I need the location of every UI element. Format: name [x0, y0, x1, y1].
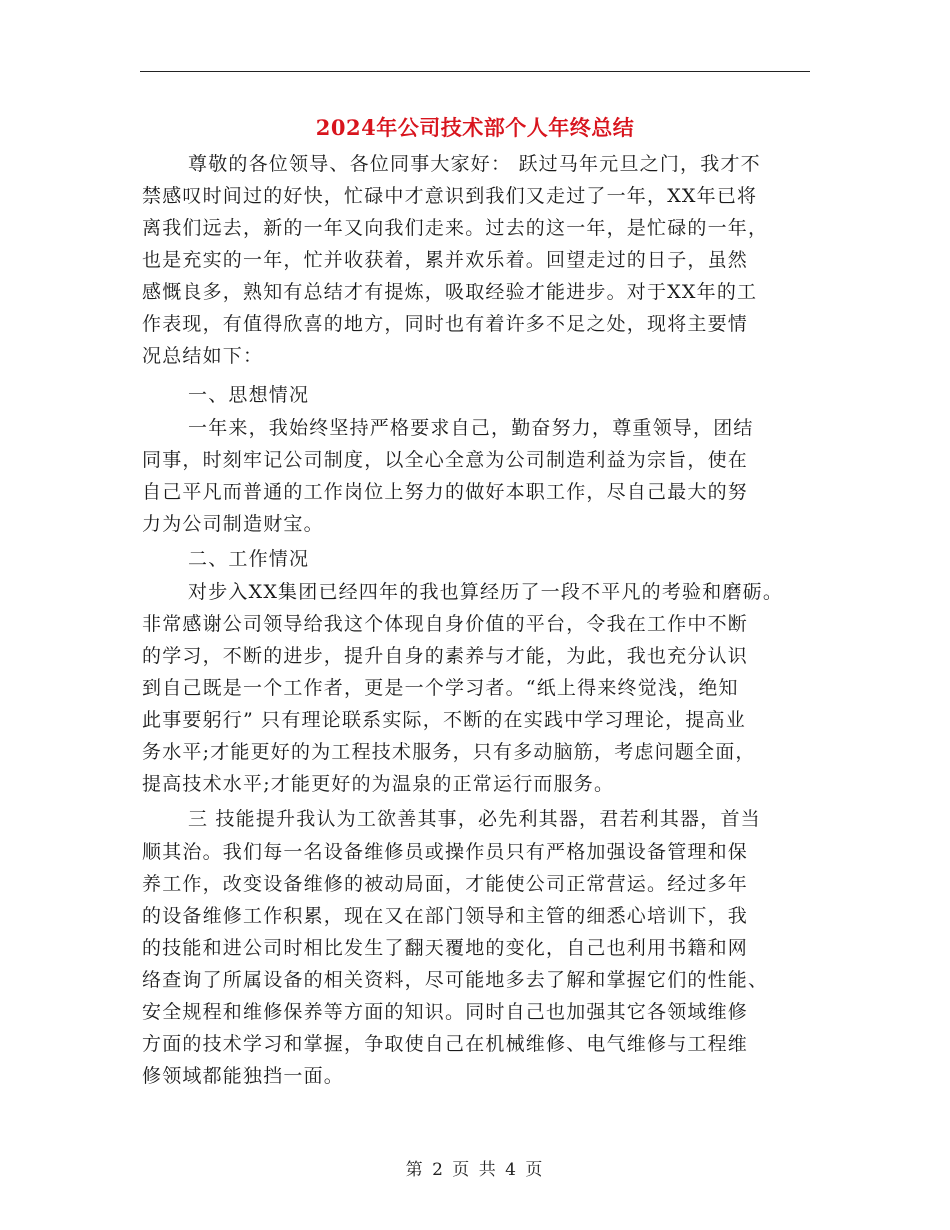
paragraph-line: 非常感谢公司领导给我这个体现自身价值的平台，令我在工作中不断 [142, 613, 749, 635]
paragraph-line: 一年来，我始终坚持严格要求自己，勤奋努力，尊重领导，团结 [188, 417, 754, 439]
paragraph-line: 作表现，有值得欣喜的地方，同时也有着许多不足之处，现将主要情 [142, 313, 749, 335]
document-title: 2024年公司技术部个人年终总结 [315, 115, 635, 140]
paragraph-line: 此事要躬行” 只有理论联系实际，不断的在实践中学习理论，提高业 [142, 709, 746, 731]
paragraph-line: 修领域都能独挡一面。 [142, 1065, 345, 1087]
section-heading: 一、思想情况 [188, 384, 310, 406]
paragraph-line: 尊敬的各位领导、各位同事大家好： 跃过马年元旦之门，我才不 [188, 153, 761, 175]
paragraph-line: 的设备维修工作积累，现在又在部门领导和主管的细悉心培训下，我 [142, 905, 749, 927]
paragraph-line: 自己平凡而普通的工作岗位上努力的做好本职工作，尽自己最大的努 [142, 481, 749, 503]
paragraph-line: 也是充实的一年，忙并收获着，累并欢乐着。回望走过的日子，虽然 [142, 249, 749, 271]
paragraph-line: 顺其治。我们每一名设备维修员或操作员只有严格加强设备管理和保 [142, 841, 749, 863]
paragraph-line: 力为公司制造财宝。 [142, 513, 324, 535]
page-number-footer: 第 2 页 共 4 页 [405, 1160, 545, 1180]
paragraph-line: 对步入XX集团已经四年的我也算经历了一段不平凡的考验和磨砺。 [188, 581, 784, 603]
paragraph-line: 况总结如下： [142, 345, 264, 367]
section-heading: 二、工作情况 [188, 548, 310, 570]
paragraph-line: 的技能和进公司时相比发生了翻天覆地的变化，自己也利用书籍和网 [142, 937, 749, 959]
paragraph-line: 的学习，不断的进步，提升自身的素养与才能，为此，我也充分认识 [142, 645, 749, 667]
paragraph-line: 养工作，改变设备维修的被动局面，才能使公司正常营运。经过多年 [142, 873, 749, 895]
paragraph-line: 禁感叹时间过的好快，忙碌中才意识到我们又走过了一年，XX年已将 [142, 185, 758, 207]
paragraph-line: 络查询了所属设备的相关资料，尽可能地多去了解和掌握它们的性能、 [142, 969, 769, 991]
paragraph-line: 感慨良多，熟知有总结才有提炼，吸取经验才能进步。对于XX年的工 [142, 281, 758, 303]
paragraph-line: 离我们远去，新的一年又向我们走来。过去的这一年，是忙碌的一年， [142, 217, 769, 239]
paragraph-line: 安全规程和维修保养等方面的知识。同时自己也加强其它各领域维修 [142, 1001, 749, 1023]
header-rule [140, 71, 810, 72]
paragraph-line: 提高技术水平;才能更好的为温泉的正常运行而服务。 [142, 773, 615, 795]
section-heading: 三 技能提升我认为工欲善其事，必先利其器，君若利其器，首当 [188, 808, 761, 830]
paragraph-line: 到自己既是一个工作者，更是一个学习者。“纸上得来终觉浅，绝知 [142, 677, 739, 699]
paragraph-line: 务水平;才能更好的为工程技术服务，只有多动脑筋，考虑问题全面， [142, 741, 756, 763]
paragraph-line: 方面的技术学习和掌握，争取使自己在机械维修、电气维修与工程维 [142, 1033, 749, 1055]
paragraph-line: 同事，时刻牢记公司制度，以全心全意为公司制造利益为宗旨，使在 [142, 449, 749, 471]
